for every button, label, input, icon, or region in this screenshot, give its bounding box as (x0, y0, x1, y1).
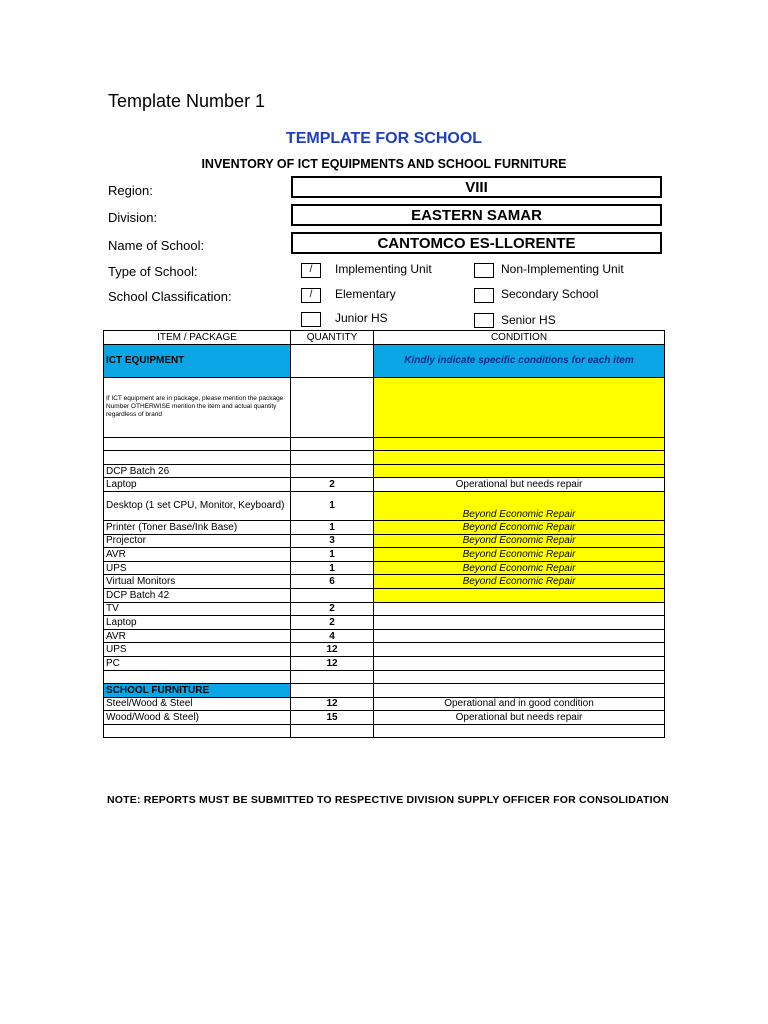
elementary-checkbox[interactable]: / (301, 288, 321, 303)
item-cell[interactable]: AVR (104, 548, 291, 562)
table-row (104, 697, 665, 711)
item-cell[interactable]: Virtual Monitors (104, 575, 291, 589)
senior-hs-label: Senior HS (501, 313, 556, 327)
item-cell[interactable]: TV (104, 602, 291, 616)
implementing-checkbox[interactable]: / (301, 263, 321, 278)
blank-quantity-cell[interactable] (291, 451, 374, 465)
item-cell[interactable]: UPS (104, 561, 291, 575)
blank-row (104, 451, 665, 465)
furniture-section-row (104, 684, 665, 698)
blank-condition-cell[interactable] (374, 724, 665, 738)
instruction-row (104, 377, 665, 437)
quantity-cell[interactable]: 15 (291, 711, 374, 725)
ict-equipment-label: ICT EQUIPMENT (104, 344, 291, 377)
table-row (104, 629, 665, 643)
condition-cell[interactable]: Operational but needs repair (374, 711, 665, 725)
elementary-label: Elementary (335, 287, 396, 301)
blank-quantity-cell[interactable] (291, 437, 374, 451)
quantity-cell[interactable]: 1 (291, 561, 374, 575)
ict-condition-note: Kindly indicate specific conditions for each item (374, 344, 665, 377)
condition-cell[interactable] (374, 656, 665, 670)
implementing-label: Implementing Unit (335, 262, 432, 276)
quantity-cell[interactable]: 12 (291, 697, 374, 711)
item-cell[interactable]: Laptop (104, 478, 291, 492)
ict-section-row (104, 344, 665, 377)
condition-cell[interactable] (374, 464, 665, 478)
item-cell[interactable]: DCP Batch 26 (104, 464, 291, 478)
item-cell[interactable]: AVR (104, 629, 291, 643)
condition-cell[interactable]: Operational but needs repair (374, 478, 665, 492)
item-cell[interactable]: UPS (104, 643, 291, 657)
furniture-quantity-cell[interactable] (291, 684, 374, 698)
quantity-cell[interactable]: 6 (291, 575, 374, 589)
quantity-cell[interactable] (291, 464, 374, 478)
blank-quantity-cell[interactable] (291, 670, 374, 684)
furniture-condition-cell[interactable] (374, 684, 665, 698)
condition-cell[interactable]: Beyond Economic Repair (374, 520, 665, 534)
inventory-table (103, 330, 665, 738)
condition-cell[interactable]: Beyond Economic Repair (374, 561, 665, 575)
condition-cell[interactable] (374, 602, 665, 616)
item-cell[interactable]: Projector (104, 534, 291, 548)
item-cell[interactable]: Wood/Wood & Steel) (104, 711, 291, 725)
quantity-cell[interactable]: 2 (291, 478, 374, 492)
junior-hs-checkbox[interactable] (301, 312, 321, 327)
submission-note: NOTE: REPORTS MUST BE SUBMITTED TO RESPECTIVE DIVISION SUPPLY OFFICER FOR CONSOLIDATION (107, 794, 669, 806)
item-cell[interactable]: Steel/Wood & Steel (104, 697, 291, 711)
table-row (104, 561, 665, 575)
template-number: Template Number 1 (108, 91, 266, 111)
table-header-row (104, 331, 665, 345)
senior-hs-checkbox[interactable] (474, 313, 494, 328)
school-furniture-label: SCHOOL FURNITURE (104, 684, 291, 698)
page-title: TEMPLATE FOR SCHOOL (285, 130, 483, 147)
quantity-cell[interactable]: 3 (291, 534, 374, 548)
table-row (104, 491, 665, 520)
item-cell[interactable]: Desktop (1 set CPU, Monitor, Keyboard) (104, 491, 291, 520)
blank-row (104, 724, 665, 738)
condition-cell[interactable]: Beyond Economic Repair (374, 548, 665, 562)
quantity-cell[interactable]: 2 (291, 602, 374, 616)
blank-item-cell[interactable] (104, 670, 291, 684)
school-name-label: Name of School: (108, 238, 205, 253)
region-field[interactable]: VIII (291, 176, 662, 198)
table-row (104, 602, 665, 616)
type-of-school-label: Type of School: (108, 264, 198, 279)
table-row (104, 616, 665, 630)
quantity-cell[interactable]: 1 (291, 520, 374, 534)
quantity-cell[interactable]: 4 (291, 629, 374, 643)
condition-cell[interactable]: Beyond Economic Repair (374, 491, 665, 520)
instruction-text: If ICT equipment are in package, please mention the package Number OTHERWISE mention the item and actual quantity regardless of brand (104, 377, 291, 437)
table-row (104, 534, 665, 548)
header-quantity: QUANTITY (291, 331, 374, 345)
non-implementing-checkbox[interactable] (474, 263, 494, 278)
blank-item-cell[interactable] (104, 437, 291, 451)
blank-item-cell[interactable] (104, 724, 291, 738)
condition-cell[interactable] (374, 616, 665, 630)
item-cell[interactable]: Printer (Toner Base/Ink Base) (104, 520, 291, 534)
table-row (104, 656, 665, 670)
blank-condition-cell[interactable] (374, 437, 665, 451)
item-cell[interactable]: DCP Batch 42 (104, 588, 291, 602)
instruction-condition-cell[interactable] (374, 377, 665, 437)
quantity-cell[interactable]: 1 (291, 491, 374, 520)
secondary-checkbox[interactable] (474, 288, 494, 303)
quantity-cell[interactable]: 12 (291, 643, 374, 657)
blank-condition-cell[interactable] (374, 451, 665, 465)
table-row (104, 711, 665, 725)
item-cell[interactable]: Laptop (104, 616, 291, 630)
secondary-label: Secondary School (501, 287, 599, 301)
blank-quantity-cell[interactable] (291, 724, 374, 738)
header-item: ITEM / PACKAGE (104, 331, 291, 345)
school-name-field[interactable]: CANTOMCO ES-LLORENTE (291, 232, 662, 254)
division-label: Division: (108, 210, 158, 225)
table-row (104, 588, 665, 602)
division-field[interactable]: EASTERN SAMAR (291, 204, 662, 226)
table-row (104, 575, 665, 589)
table-row (104, 464, 665, 478)
header-condition: CONDITION (374, 331, 665, 345)
table-row (104, 643, 665, 657)
condition-cell[interactable]: Operational and in good condition (374, 697, 665, 711)
table-row (104, 520, 665, 534)
quantity-cell[interactable]: 1 (291, 548, 374, 562)
quantity-cell[interactable]: 12 (291, 656, 374, 670)
region-label: Region: (108, 183, 153, 198)
quantity-cell[interactable] (291, 588, 374, 602)
school-classification-label: School Classification: (108, 289, 232, 304)
blank-row (104, 437, 665, 451)
instruction-quantity-cell[interactable] (291, 377, 374, 437)
table-row (104, 478, 665, 492)
non-implementing-label: Non-Implementing Unit (501, 262, 624, 276)
condition-cell[interactable] (374, 588, 665, 602)
condition-cell[interactable]: Beyond Economic Repair (374, 534, 665, 548)
page-subtitle: INVENTORY OF ICT EQUIPMENTS AND SCHOOL FURNITURE (201, 157, 567, 171)
condition-cell[interactable] (374, 643, 665, 657)
ict-quantity-cell[interactable] (291, 344, 374, 377)
quantity-cell[interactable]: 2 (291, 616, 374, 630)
condition-cell[interactable] (374, 629, 665, 643)
table-row (104, 548, 665, 562)
item-cell[interactable]: PC (104, 656, 291, 670)
blank-item-cell[interactable] (104, 451, 291, 465)
junior-hs-label: Junior HS (335, 311, 388, 325)
blank-condition-cell[interactable] (374, 670, 665, 684)
condition-cell[interactable]: Beyond Economic Repair (374, 575, 665, 589)
blank-row (104, 670, 665, 684)
